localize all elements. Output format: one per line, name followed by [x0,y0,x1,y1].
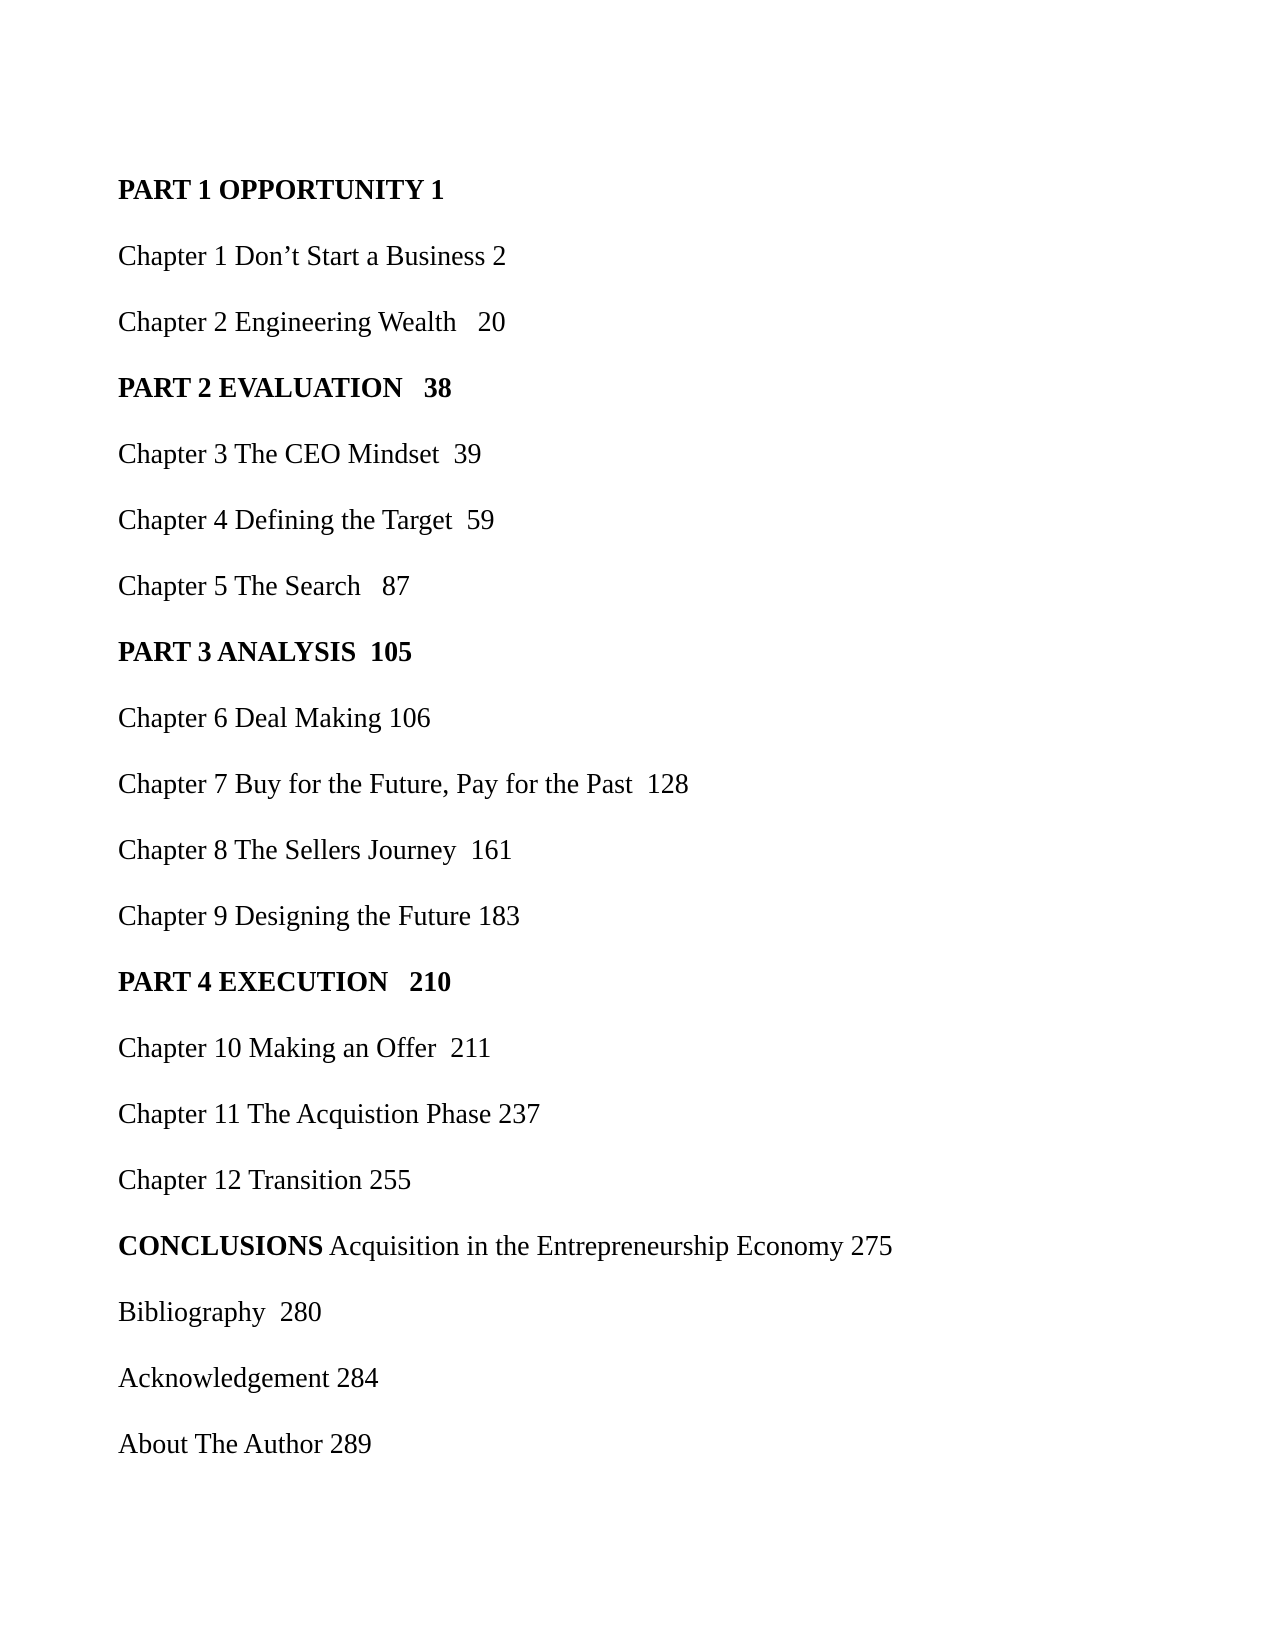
toc-entry-chapter-3: Chapter 3 The CEO Mindset 39 [118,439,482,470]
conclusions-label: CONCLUSIONS [118,1231,324,1262]
toc-entry-chapter-7: Chapter 7 Buy for the Future, Pay for the Past 128 [118,769,689,800]
toc-entry-chapter-11: Chapter 11 The Acquistion Phase 237 [118,1099,541,1130]
part-3-heading: PART 3 ANALYSIS 105 [118,637,413,668]
toc-entry-chapter-1: Chapter 1 Don’t Start a Business 2 [118,241,507,272]
toc-entry-chapter-9: Chapter 9 Designing the Future 183 [118,901,521,932]
toc-entry-about-author: About The Author 289 [118,1429,372,1460]
toc-entry-chapter-6: Chapter 6 Deal Making 106 [118,703,431,734]
toc-entry-chapter-12: Chapter 12 Transition 255 [118,1165,412,1196]
toc-entry-chapter-4: Chapter 4 Defining the Target 59 [118,505,495,536]
toc-entry-chapter-2: Chapter 2 Engineering Wealth 20 [118,307,506,338]
part-4-heading: PART 4 EXECUTION 210 [118,967,452,998]
toc-entry-conclusions [118,1230,893,1264]
toc-entry-chapter-8: Chapter 8 The Sellers Journey 161 [118,835,513,866]
toc-entry-bibliography: Bibliography 280 [118,1297,322,1328]
toc-entry-chapter-10: Chapter 10 Making an Offer 211 [118,1033,492,1064]
part-2-heading: PART 2 EVALUATION 38 [118,373,452,404]
toc-entry-chapter-5: Chapter 5 The Search 87 [118,571,410,602]
conclusions-title: Acquisition in the Entrepreneurship Economy 275 [323,1231,893,1262]
part-1-heading: PART 1 OPPORTUNITY 1 [118,175,445,206]
toc-entry-acknowledgement: Acknowledgement 284 [118,1363,379,1394]
